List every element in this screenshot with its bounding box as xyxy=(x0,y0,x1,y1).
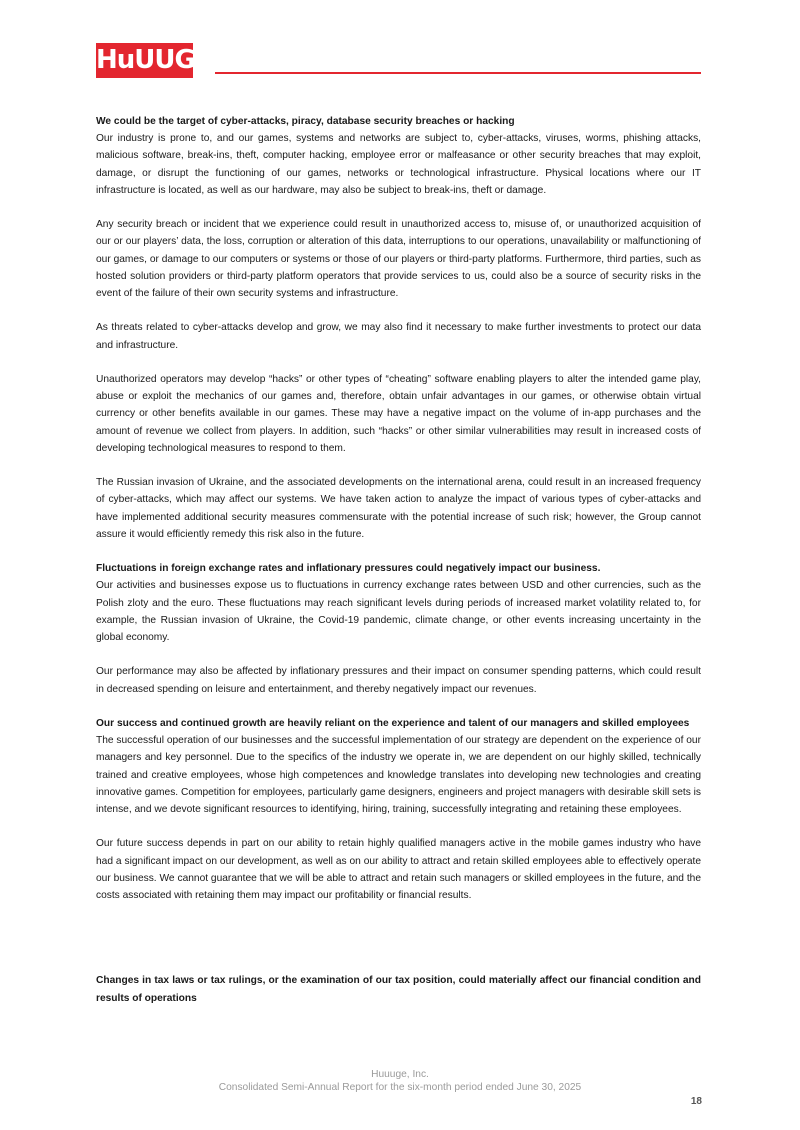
section-gap xyxy=(96,921,701,972)
header-divider xyxy=(215,72,701,74)
paragraph: Any security breach or incident that we experience could result in unauthorized access to, misuse of, or unauthorized acquisition of our or our players’ data, the loss, corruption or alteration of this data, interruptions to our operations, unavailability or malfunctioning of our games, or damage to our computers or systems or those of our players or third-party platforms. Furthermore, third parties, such as hosted solution providers or third-party platform operators that provide services to us, could also be a source of security risks in the event of the failure of their own security systems and infrastructure. xyxy=(96,219,701,300)
paragraph: The successful operation of our businesses and the successful implementation of our strategy are dependent on the experience of our managers and key personnel. Due to the specifics of the industry we operate in, we are dependent on our highly skilled, technically trained and creative employees, whose high competences and knowledge translates into developing new technologies and creating innovative games. Competition for employees, particularly game designers, engineers and project managers with desirable skill sets is intense, and we devote significant resources to identifying, hiring, training, successfully integrating and retaining these employees. xyxy=(96,735,701,816)
section-title-fx-inflation: Fluctuations in foreign exchange rates and inflationary pressures could negatively impact our business. xyxy=(96,563,601,575)
page-header xyxy=(96,43,701,79)
paragraph: Our future success depends in part on our ability to retain highly qualified managers active in the mobile games industry who have had a significant impact on our development, as well as on our ability to attract and retain skilled employees able to effectively operate our business. We cannot guarantee that we will be able to attract and retain such managers or skilled employees in the future, and the costs associated with retaining them may impact our profitability or financial results. xyxy=(96,838,701,902)
paragraph: Our activities and businesses expose us to fluctuations in currency exchange rates between USD and other currencies, such as the Polish zloty and the euro. These fluctuations may reach significant levels during periods of increased market volatility related to, for example, the Russian invasion of Ukraine, the Covid-19 pandemic, climate change, or other events increasing uncertainty in the global economy. xyxy=(96,580,701,644)
section-title-tax-laws: Changes in tax laws or tax rulings, or the examination of our tax position, could materially affect our financial condition and results of operations xyxy=(96,975,701,1004)
paragraph: The Russian invasion of Ukraine, and the associated developments on the international arena, could result in an increased frequency of cyber-attacks, which may affect our systems. We have taken action to analyze the impact of various types of cyber-attacks and have implemented additional security measures commensurate with the potential increase of such risk; however, the Group cannot assure it would efficiently remedy this risk also in the future. xyxy=(96,477,701,540)
footer-report-title: Consolidated Semi-Annual Report for the six-month period ended June 30, 2025 xyxy=(218,1082,582,1093)
page-footer xyxy=(0,1068,800,1094)
paragraph: Our performance may also be affected by inflationary pressures and their impact on consumer spending patterns, which could result in decreased spending on leisure and entertainment, and thereby negatively impact our revenues. xyxy=(96,666,701,695)
paragraph: Our industry is prone to, and our games, systems and networks are subject to, cyber-attacks, viruses, worms, phishing attacks, malicious software, break-ins, theft, computer hacking, employee error or malfeasance or other security breaches that may exploit, damage, or disrupt the functioning of our games, networks or technological infrastructure. Physical locations where our IT infrastructure is located, as well as our hardware, may also be subject to break-ins, theft or damage. xyxy=(96,133,701,196)
section-title-managers-employees: Our success and continued growth are heavily reliant on the experience and talent of our managers and skilled employees xyxy=(96,718,690,729)
huuuge-logo: HuUUGE xyxy=(96,43,193,78)
paragraph: Unauthorized operators may develop “hacks” or other types of “cheating” software enabling players to alter the intended game play, abuse or exploit the mechanics of our games and, therefore, obtain unfair advantages in our games, or otherwise obtain virtual currency or other benefits available in our games. These may have a negative impact on the volume of in-app purchases and the amount of revenue we collect from players. In addition, such “hacks” or other similar vulnerabilities may result in increased costs of developing technological measures to respond to them. xyxy=(96,374,701,454)
document-body xyxy=(96,113,701,1007)
paragraph: As threats related to cyber-attacks develop and grow, we may also find it necessary to make further investments to protect our data and infrastructure. xyxy=(96,322,701,351)
page-number: 18 xyxy=(690,1096,702,1107)
section-title-cyber-attacks: We could be the target of cyber-attacks, piracy, database security breaches or hacking xyxy=(96,116,515,127)
footer-company: Huuuge, Inc. xyxy=(371,1069,429,1080)
